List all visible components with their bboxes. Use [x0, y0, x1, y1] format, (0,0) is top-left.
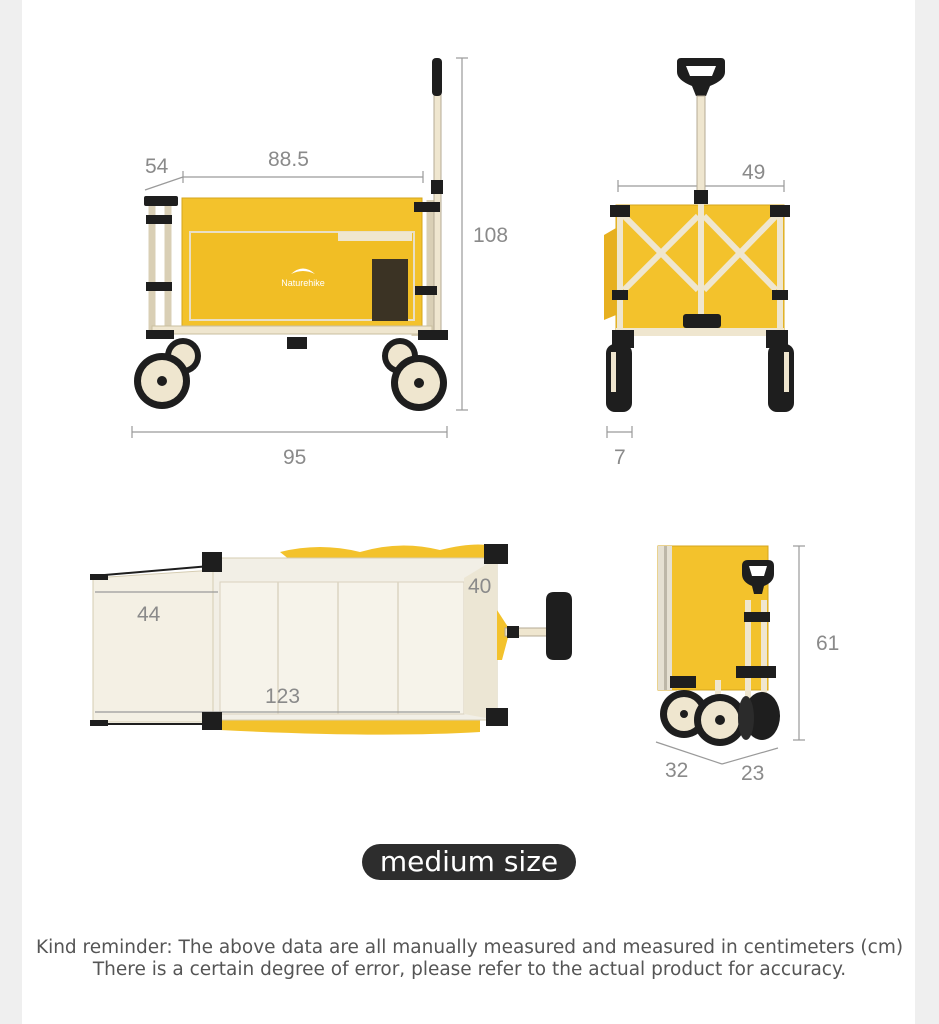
- top-view: [80, 530, 600, 760]
- dim-front-width: 49: [742, 161, 766, 184]
- dim-folded-depth: 23: [741, 762, 765, 785]
- dim-top-depth: 40: [468, 575, 492, 598]
- side-view: [0, 0, 520, 480]
- front-view: [580, 40, 840, 480]
- dim-side-total-width: 95: [283, 446, 307, 469]
- dim-folded-width: 32: [665, 759, 689, 782]
- dim-side-edge: 54: [145, 155, 169, 178]
- side-view-diagram: [0, 0, 520, 480]
- folded-view-diagram: [640, 530, 860, 790]
- dim-front-wheel-width: 7: [614, 446, 626, 469]
- dim-top-length: 123: [265, 685, 301, 708]
- dim-top-width: 44: [137, 603, 161, 626]
- size-label: medium size: [362, 844, 576, 880]
- folded-view: [640, 530, 860, 790]
- brand-logo-text: Naturehike: [281, 278, 325, 288]
- dim-folded-height: 61: [816, 632, 840, 655]
- front-view-diagram: [580, 40, 840, 480]
- dim-side-height: 108: [473, 224, 509, 247]
- note-line-2: There is a certain degree of error, please refer to the actual product for accuracy.: [92, 959, 847, 980]
- dim-side-inner-width: 88.5: [268, 148, 309, 171]
- top-view-diagram: [80, 530, 600, 760]
- note-line-1: Kind reminder: The above data are all manually measured and measured in centimeters (cm): [35, 937, 904, 958]
